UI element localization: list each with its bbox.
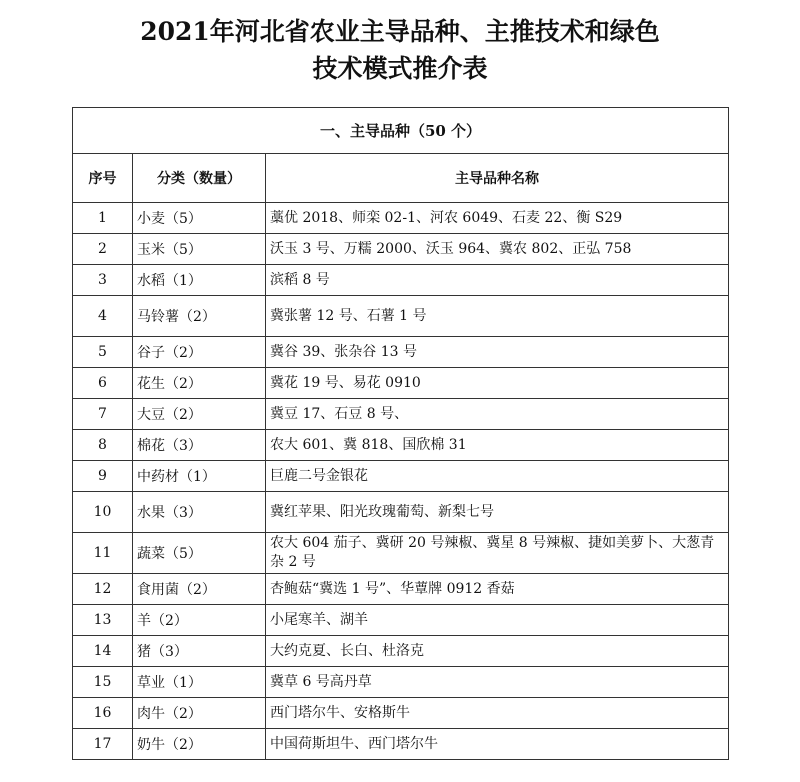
row-variety-names: 巨鹿二号金银花 bbox=[266, 461, 729, 492]
row-number: 6 bbox=[73, 368, 133, 399]
row-variety-names: 滨稻 8 号 bbox=[266, 265, 729, 296]
row-category: 玉米（5） bbox=[133, 234, 266, 265]
table-row bbox=[73, 337, 729, 368]
table-row bbox=[73, 430, 729, 461]
row-variety-names: 杏鲍菇“冀选 1 号”、华蕈牌 0912 香菇 bbox=[266, 574, 729, 605]
row-number: 1 bbox=[73, 203, 133, 234]
table-row bbox=[73, 399, 729, 430]
section-row bbox=[73, 108, 729, 154]
row-category: 大豆（2） bbox=[133, 399, 266, 430]
header-category: 分类（数量） bbox=[133, 154, 266, 203]
row-number: 11 bbox=[73, 533, 133, 574]
header-names: 主导品种名称 bbox=[266, 154, 729, 203]
table-row bbox=[73, 265, 729, 296]
page-title-line-1: 2021年河北省农业主导品种、主推技术和绿色 bbox=[140, 17, 660, 46]
table-row bbox=[73, 605, 729, 636]
row-category: 肉牛（2） bbox=[133, 698, 266, 729]
row-number: 9 bbox=[73, 461, 133, 492]
row-variety-names: 农大 601、冀 818、国欣棉 31 bbox=[266, 430, 729, 461]
table-row bbox=[73, 492, 729, 533]
header-row bbox=[73, 154, 729, 203]
row-category: 小麦（5） bbox=[133, 203, 266, 234]
row-category: 棉花（3） bbox=[133, 430, 266, 461]
row-category: 谷子（2） bbox=[133, 337, 266, 368]
row-category: 食用菌（2） bbox=[133, 574, 266, 605]
row-variety-names: 冀花 19 号、易花 0910 bbox=[266, 368, 729, 399]
row-category: 蔬菜（5） bbox=[133, 533, 266, 574]
row-variety-names: 大约克夏、长白、杜洛克 bbox=[266, 636, 729, 667]
row-number: 2 bbox=[73, 234, 133, 265]
row-number: 17 bbox=[73, 729, 133, 760]
table-row bbox=[73, 698, 729, 729]
section-title: 一、主导品种（50 个） bbox=[73, 108, 729, 154]
row-variety-names: 西门塔尔牛、安格斯牛 bbox=[266, 698, 729, 729]
row-variety-names: 冀谷 39、张杂谷 13 号 bbox=[266, 337, 729, 368]
row-variety-names: 沃玉 3 号、万糯 2000、沃玉 964、冀农 802、正弘 758 bbox=[266, 234, 729, 265]
table-row bbox=[73, 234, 729, 265]
row-category: 水果（3） bbox=[133, 492, 266, 533]
row-category: 水稻（1） bbox=[133, 265, 266, 296]
table-row bbox=[73, 461, 729, 492]
table-row bbox=[73, 729, 729, 760]
table-row bbox=[73, 667, 729, 698]
row-number: 3 bbox=[73, 265, 133, 296]
table-row bbox=[73, 636, 729, 667]
table-row bbox=[73, 533, 729, 574]
row-number: 7 bbox=[73, 399, 133, 430]
row-category: 羊（2） bbox=[133, 605, 266, 636]
varieties-table bbox=[72, 107, 729, 760]
row-number: 12 bbox=[73, 574, 133, 605]
table-row bbox=[73, 296, 729, 337]
row-number: 4 bbox=[73, 296, 133, 337]
row-variety-names: 冀张薯 12 号、石薯 1 号 bbox=[266, 296, 729, 337]
row-variety-names: 冀红苹果、阳光玫瑰葡萄、新梨七号 bbox=[266, 492, 729, 533]
row-category: 中药材（1） bbox=[133, 461, 266, 492]
row-number: 14 bbox=[73, 636, 133, 667]
page-title-line-2: 技术模式推介表 bbox=[312, 54, 488, 83]
row-category: 草业（1） bbox=[133, 667, 266, 698]
table-row bbox=[73, 574, 729, 605]
row-variety-names: 小尾寒羊、湖羊 bbox=[266, 605, 729, 636]
row-number: 16 bbox=[73, 698, 133, 729]
row-variety-names: 藁优 2018、师栾 02-1、河农 6049、石麦 22、衡 S29 bbox=[266, 203, 729, 234]
row-variety-names: 农大 604 茄子、冀研 20 号辣椒、冀星 8 号辣椒、捷如美萝卜、大葱青杂 2 号 bbox=[266, 533, 729, 574]
row-category: 猪（3） bbox=[133, 636, 266, 667]
table-row bbox=[73, 368, 729, 399]
row-variety-names: 冀豆 17、石豆 8 号、 bbox=[266, 399, 729, 430]
row-variety-names: 冀草 6 号高丹草 bbox=[266, 667, 729, 698]
table-row bbox=[73, 203, 729, 234]
row-number: 10 bbox=[73, 492, 133, 533]
row-number: 8 bbox=[73, 430, 133, 461]
row-number: 15 bbox=[73, 667, 133, 698]
row-number: 5 bbox=[73, 337, 133, 368]
row-number: 13 bbox=[73, 605, 133, 636]
header-no: 序号 bbox=[73, 154, 133, 203]
row-category: 花生（2） bbox=[133, 368, 266, 399]
row-variety-names: 中国荷斯坦牛、西门塔尔牛 bbox=[266, 729, 729, 760]
row-category: 马铃薯（2） bbox=[133, 296, 266, 337]
row-category: 奶牛（2） bbox=[133, 729, 266, 760]
